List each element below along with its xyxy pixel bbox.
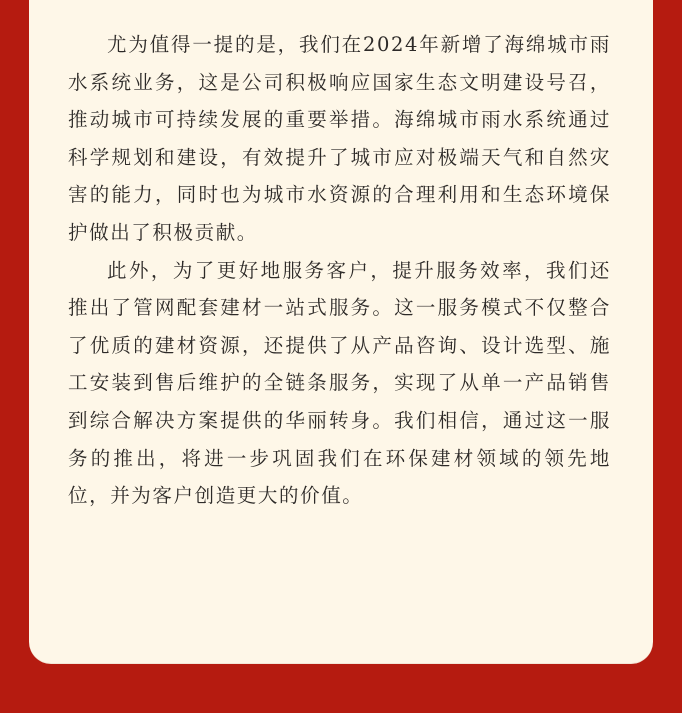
content-card — [29, 0, 653, 664]
article-paragraph-2: 此外，为了更好地服务客户，提升服务效率，我们还推出了管网配套建材一站式服务。这一服务模式不仅整合了优质的建材资源，还提供了从产品咨询、设计选型、施工安装到售后维护的全链条服务，实现了从单一产品销售到综合解决方案提供的华丽转身。我们相信，通过这一服务的推出，将进一步巩固我们在环保建材领域的领先地位，并为客户创造更大的价值。 — [68, 258, 611, 508]
article-paragraph-1: 尤为值得一提的是，我们在2024年新增了海绵城市雨水系统业务，这是公司积极响应国家生态文明建设号召，推动城市可持续发展的重要举措。海绵城市雨水系统通过科学规划和建设，有效提升了城市应对极端天气和自然灾害的能力，同时也为城市水资源的合理利用和生态环境保护做出了积极贡献。 — [68, 33, 611, 244]
